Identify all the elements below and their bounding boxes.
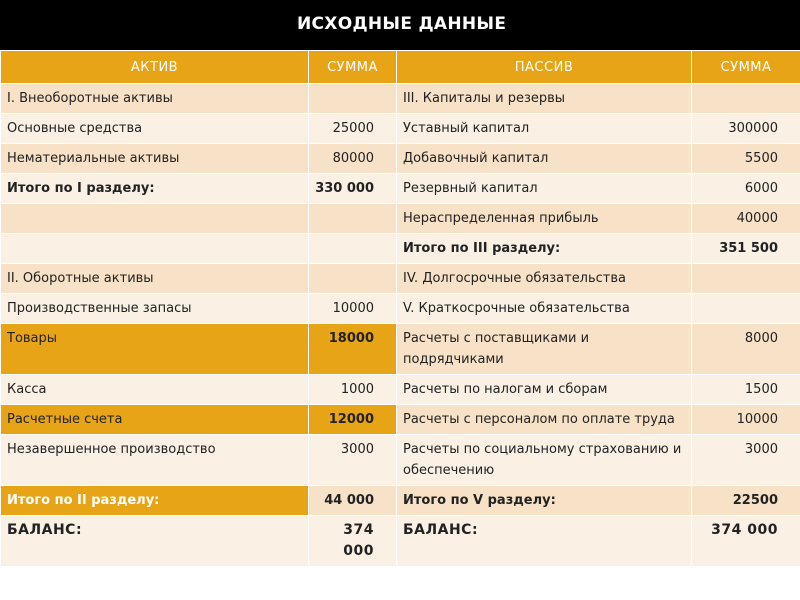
table-row xyxy=(1,234,800,264)
asset-sum-cell-highlighted: 18000 xyxy=(309,324,397,375)
liability-sum-cell: 300000 xyxy=(692,114,800,144)
liability-total-sum-cell: 351 500 xyxy=(692,234,800,264)
liability-sum-cell: 1500 xyxy=(692,375,800,405)
asset-sum-cell: 3000 xyxy=(309,435,397,486)
liability-sum-cell xyxy=(692,264,800,294)
table-row xyxy=(1,294,800,324)
liability-cell: IV. Долгосрочные обязательства xyxy=(397,264,692,294)
asset-total-cell: Итого по II разделу: xyxy=(1,486,309,516)
liability-cell: Расчеты по налогам и сборам xyxy=(397,375,692,405)
table-row xyxy=(1,435,800,486)
asset-balance-sum: 374 000 xyxy=(309,516,397,567)
page-title: ИСХОДНЫЕ ДАННЫЕ xyxy=(297,14,507,34)
asset-cell-highlighted: Расчетные счета xyxy=(1,405,309,435)
liability-total-cell: Итого по V разделу: xyxy=(397,486,692,516)
balance-table xyxy=(0,50,800,567)
liability-sum-cell: 40000 xyxy=(692,204,800,234)
header-liability: ПАССИВ xyxy=(397,51,692,84)
table-row xyxy=(1,84,800,114)
liability-cell: Уставный капитал xyxy=(397,114,692,144)
header-asset-sum: СУММА xyxy=(309,51,397,84)
liability-sum-cell: 5500 xyxy=(692,144,800,174)
liability-sum-cell xyxy=(692,294,800,324)
liability-cell: Расчеты с поставщиками и подрядчиками xyxy=(397,324,692,375)
asset-sum-cell-highlighted: 12000 xyxy=(309,405,397,435)
header-asset: АКТИВ xyxy=(1,51,309,84)
header-liability-sum: СУММА xyxy=(692,51,800,84)
liability-cell: Нераспределенная прибыль xyxy=(397,204,692,234)
table-row xyxy=(1,114,800,144)
table-row xyxy=(1,144,800,174)
asset-cell xyxy=(1,234,309,264)
asset-cell: Незавершенное производство xyxy=(1,435,309,486)
asset-cell xyxy=(1,204,309,234)
liability-cell: V. Краткосрочные обязательства xyxy=(397,294,692,324)
asset-total-cell: Итого по I разделу: xyxy=(1,174,309,204)
liability-cell: Расчеты по социальному страхованию и обеспечению xyxy=(397,435,692,486)
liability-sum-cell: 10000 xyxy=(692,405,800,435)
asset-sum-cell xyxy=(309,264,397,294)
asset-cell: Касса xyxy=(1,375,309,405)
asset-sum-cell: 1000 xyxy=(309,375,397,405)
asset-sum-cell xyxy=(309,204,397,234)
asset-cell: Производственные запасы xyxy=(1,294,309,324)
asset-sum-cell: 10000 xyxy=(309,294,397,324)
table-row xyxy=(1,486,800,516)
asset-total-sum-cell: 44 000 xyxy=(309,486,397,516)
table-row xyxy=(1,204,800,234)
table-row xyxy=(1,324,800,375)
liability-balance-label: БАЛАНС: xyxy=(397,516,692,567)
liability-balance-sum: 374 000 xyxy=(692,516,800,567)
header-row xyxy=(1,51,800,84)
liability-cell: Резервный капитал xyxy=(397,174,692,204)
table-row xyxy=(1,174,800,204)
asset-cell: II. Оборотные активы xyxy=(1,264,309,294)
asset-sum-cell xyxy=(309,234,397,264)
table-row xyxy=(1,264,800,294)
liability-total-sum-cell: 22500 xyxy=(692,486,800,516)
asset-sum-cell: 80000 xyxy=(309,144,397,174)
liability-sum-cell: 6000 xyxy=(692,174,800,204)
asset-cell: Основные средства xyxy=(1,114,309,144)
asset-cell-highlighted: Товары xyxy=(1,324,309,375)
asset-balance-label: БАЛАНС: xyxy=(1,516,309,567)
asset-sum-cell xyxy=(309,84,397,114)
liability-sum-cell xyxy=(692,84,800,114)
table-row xyxy=(1,375,800,405)
liability-cell: Расчеты с персоналом по оплате труда xyxy=(397,405,692,435)
liability-sum-cell: 3000 xyxy=(692,435,800,486)
liability-total-cell: Итого по III разделу: xyxy=(397,234,692,264)
asset-cell: Нематериальные активы xyxy=(1,144,309,174)
liability-cell: Добавочный капитал xyxy=(397,144,692,174)
asset-cell: I. Внеоборотные активы xyxy=(1,84,309,114)
asset-sum-cell: 25000 xyxy=(309,114,397,144)
balance-row xyxy=(1,516,800,567)
asset-total-sum-cell: 330 000 xyxy=(309,174,397,204)
title-bar xyxy=(0,0,800,50)
liability-cell: III. Капиталы и резервы xyxy=(397,84,692,114)
liability-sum-cell: 8000 xyxy=(692,324,800,375)
table-row xyxy=(1,405,800,435)
